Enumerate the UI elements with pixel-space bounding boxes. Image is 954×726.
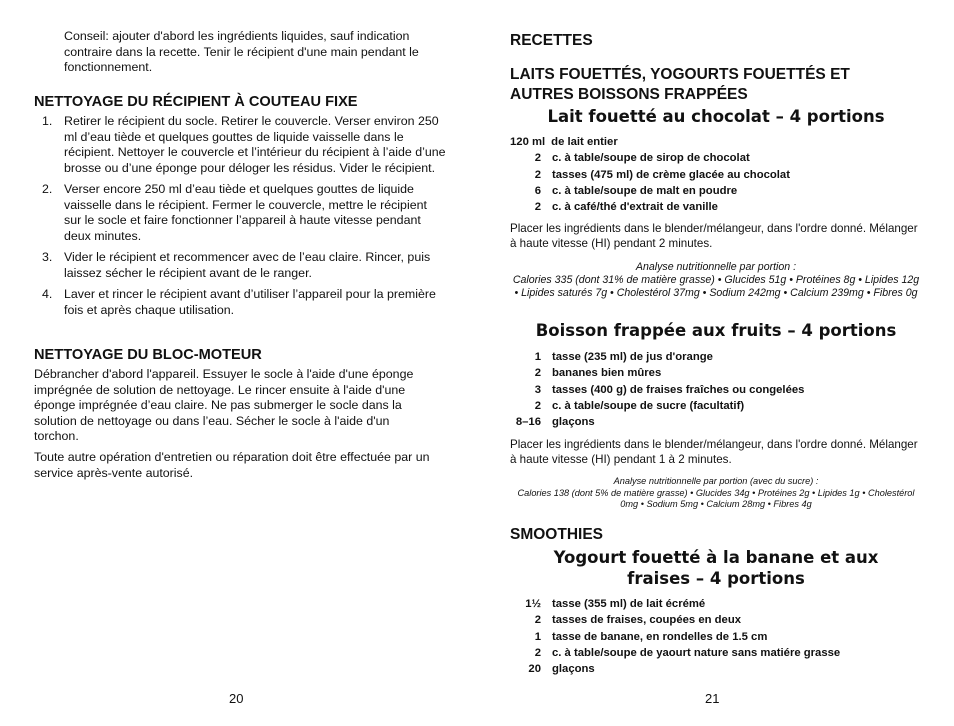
ingredient-item: tasses (475 ml) de crème glacée au chocolat	[552, 168, 790, 181]
cleaning-step	[34, 287, 446, 318]
heading-category: LAITS FOUETTÉS, YOGOURTS FOUETTÉS ET AUTRES BOISSONS FRAPPÉES	[510, 66, 850, 103]
recipe-title-fruit: Boisson frappée aux fruits – 4 portions	[535, 321, 897, 340]
step-number: 4.	[42, 287, 53, 301]
ingredient-quantity: 2	[534, 614, 541, 627]
ingredient-quantity: 6	[534, 184, 541, 197]
ingredient-item: glaçons	[552, 416, 595, 429]
service-paragraph: Toute autre opération d'entretien ou réparation doit être effectuée par un service après-vente autorisé.	[34, 450, 430, 480]
nutrition-text: Calories 335 (dont 31% de matière grasse) • Glucides 51g • Protéines 8g • Lipides 12g • Lipides saturés 7g • Cholestérol 37mg • Sodium 242mg • Calcium 239mg • Fibres 0g	[512, 274, 920, 299]
ingredient-quantity: 1	[534, 630, 541, 643]
cleaning-step	[34, 114, 446, 176]
instructions-chocolate: Placer les ingrédients dans le blender/mélangeur, dans l'ordre donné. Mélanger à haute vitesse (HI) pendant 2 minutes.	[510, 222, 918, 250]
left-page	[34, 0, 446, 726]
ingredient-quantity: 20	[528, 663, 541, 676]
ingredients-list-smoothie	[510, 596, 930, 677]
ingredient-quantity: 1½	[525, 598, 541, 610]
recipe-title-chocolate: Lait fouetté au chocolat – 4 portions	[547, 107, 885, 126]
nutrition-chocolate	[510, 261, 922, 300]
ingredient-item: tasse (235 ml) de jus d'orange	[552, 351, 713, 363]
ingredient-item: tasses (400 g) de fraises fraîches ou congelées	[552, 383, 805, 396]
cleaning-step	[34, 250, 446, 281]
ingredient-row	[510, 398, 930, 414]
nutrition-title: Analyse nutritionnelle par portion :	[635, 261, 797, 273]
ingredient-row	[510, 183, 930, 199]
nutrition-title: Analyse nutritionnelle par portion (avec du sucre) :	[613, 476, 819, 486]
step-text: Retirer le récipient du socle. Retirer le couvercle. Verser environ 250 ml d’eau tiède et quelques gouttes de liquide vaisselle dans le récipient. Nettoyer le couvercle et l’intérieur du récipient à l’aide d’une brosse ou d’une éponge pour déloger les résidus. Vider le récipient.	[64, 114, 446, 175]
ingredient-row	[510, 612, 930, 628]
ingredient-row	[510, 629, 930, 645]
step-number: 3.	[42, 250, 53, 264]
ingredient-quantity: 1	[534, 351, 541, 363]
ingredient-item: c. à café/thé d'extrait de vanille	[552, 201, 718, 214]
ingredient-item: c. à table/soupe de sucre (facultatif)	[552, 399, 745, 412]
ingredient-row	[510, 645, 930, 661]
ingredient-item: tasse de banane, en rondelles de 1.5 cm	[552, 630, 768, 643]
nutrition-fruit	[510, 476, 922, 511]
ingredient-quantity: 2	[534, 646, 541, 659]
ingredient-quantity: 2	[534, 168, 541, 181]
page-number-right: 21	[705, 691, 720, 706]
ingredients-list-chocolate	[510, 134, 930, 215]
step-number: 1.	[42, 114, 53, 128]
recipe-title-banana-strawberry: Yogourt fouetté à la banane et aux fraises – 4 portions	[553, 548, 879, 588]
ingredients-list-fruit	[510, 349, 930, 430]
heading-recettes: RECETTES	[510, 32, 593, 49]
ingredient-row	[510, 349, 930, 365]
ingredient-item: tasses de fraises, coupées en deux	[552, 614, 742, 627]
ingredient-row	[510, 134, 930, 150]
heading-smoothies: SMOOTHIES	[510, 526, 604, 543]
ingredient-item: tasse (355 ml) de lait écrémé	[552, 598, 706, 610]
ingredient-quantity: 8–16	[515, 416, 541, 429]
step-number: 2.	[42, 182, 53, 196]
ingredient-row	[510, 414, 930, 430]
section-heading-motor-base-cleaning: NETTOYAGE DU BLOC-MOTEUR	[34, 347, 262, 363]
ingredient-item: de lait entier	[551, 136, 618, 148]
ingredient-row	[510, 199, 930, 215]
ingredient-item: c. à table/soupe de malt en poudre	[552, 184, 738, 197]
ingredient-row	[510, 150, 930, 166]
step-text: Verser encore 250 ml d’eau tiède et quelques gouttes de liquide vaisselle dans le récipient. Fermer le couvercle, mettre le récipient sur le socle et faire fonctionner l’appareil à haute vitesse pendant deux minutes.	[64, 182, 427, 243]
ingredient-item: glaçons	[552, 663, 595, 676]
ingredient-row	[510, 661, 930, 677]
ingredient-item: bananes bien mûres	[552, 367, 662, 380]
intro-tip: Conseil: ajouter d'abord les ingrédients liquides, sauf indication contraire dans la recette. Tenir le récipient d'une main pendant le fonctionnement.	[64, 29, 419, 74]
step-text: Laver et rincer le récipient avant d’utiliser l’appareil pour la première fois et après chaque utilisation.	[64, 287, 436, 317]
ingredient-row	[510, 382, 930, 398]
motor-cleaning-paragraph: Débrancher d'abord l'appareil. Essuyer le socle à l'aide d'une éponge imprégnée de solution de nettoyage. Le rincer ensuite à l'aide d'une éponge imprégnée d’eau claire. Ne pas submerger le socle dans la solution de nettoyage ou dans l’eau. Sécher le socle à l'aide d'un torchon.	[34, 367, 414, 443]
ingredient-quantity: 120 ml	[510, 136, 546, 148]
step-text: Vider le récipient et recommencer avec de l’eau claire. Rincer, puis laissez sécher le récipient avant de le ranger.	[64, 250, 431, 280]
ingredient-quantity: 2	[534, 399, 541, 412]
ingredient-quantity: 2	[534, 367, 541, 380]
ingredient-row	[510, 596, 930, 612]
section-heading-container-cleaning: NETTOYAGE DU RÉCIPIENT À COUTEAU FIXE	[34, 94, 358, 110]
ingredient-row	[510, 365, 930, 381]
ingredient-row	[510, 167, 930, 183]
ingredient-quantity: 2	[534, 201, 541, 214]
ingredient-quantity: 2	[534, 152, 541, 165]
cleaning-steps-list	[34, 114, 446, 324]
instructions-fruit: Placer les ingrédients dans le blender/mélangeur, dans l'ordre donné. Mélanger à haute vitesse (HI) pendant 1 à 2 minutes.	[510, 438, 918, 466]
ingredient-quantity: 3	[534, 383, 541, 396]
cleaning-step	[34, 182, 446, 244]
right-page	[510, 0, 922, 726]
page-number-left: 20	[229, 691, 244, 706]
ingredient-item: c. à table/soupe de yaourt nature sans matiére grasse	[552, 646, 841, 659]
ingredient-item: c. à table/soupe de sirop de chocolat	[552, 152, 750, 165]
nutrition-text: Calories 138 (dont 5% de matière grasse) • Glucides 34g • Protéines 2g • Lipides 1g • Cholestérol 0mg • Sodium 5mg • Calcium 28mg • Fibres 4g	[517, 487, 915, 509]
